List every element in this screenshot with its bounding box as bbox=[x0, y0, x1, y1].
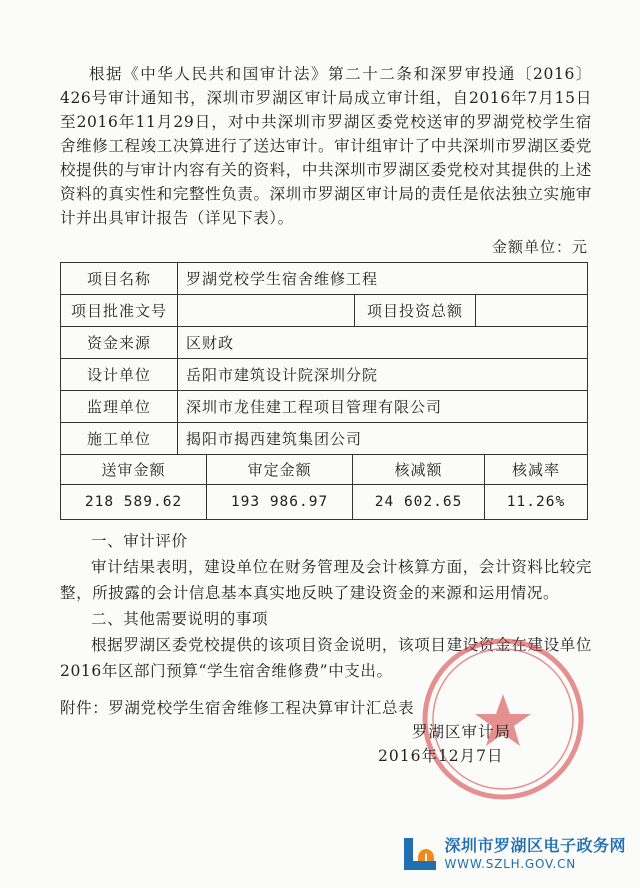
cell-label: 设计单位 bbox=[61, 359, 178, 391]
audit-table bbox=[60, 262, 588, 520]
official-seal-icon bbox=[418, 634, 588, 804]
cell-value: 揭阳市揭西建筑集团公司 bbox=[178, 423, 588, 455]
cell-label: 施工单位 bbox=[61, 423, 178, 455]
table-row bbox=[61, 327, 588, 359]
cell-label: 资金来源 bbox=[61, 327, 178, 359]
table-row bbox=[61, 263, 588, 295]
cell-value: 岳阳市建筑设计院深圳分院 bbox=[178, 359, 588, 391]
header-cell: 审定金额 bbox=[207, 454, 353, 484]
cell-investment-value bbox=[476, 295, 588, 327]
watermark-cn: 深圳市罗湖区电子政务网 bbox=[444, 836, 626, 855]
cell-label: 监理单位 bbox=[61, 391, 178, 423]
section-title: 二、其他需要说明的事项 bbox=[91, 610, 269, 628]
table-row bbox=[61, 295, 588, 327]
cell-approval-value bbox=[178, 295, 355, 327]
cell-investment-label: 项目投资总额 bbox=[355, 295, 476, 327]
cell-value: 深圳市龙佳建工程项目管理有限公司 bbox=[178, 391, 588, 423]
value-cell: 11.26% bbox=[485, 484, 588, 519]
header-cell: 核减额 bbox=[353, 454, 485, 484]
table-row bbox=[61, 423, 588, 455]
amount-header-row bbox=[61, 454, 588, 484]
cell-value: 区财政 bbox=[178, 327, 588, 359]
signature-date: 2016年12月7日 bbox=[378, 747, 504, 765]
cell-label: 项目名称 bbox=[61, 263, 178, 295]
section-title: 一、审计评价 bbox=[91, 532, 188, 550]
header-cell: 送审金额 bbox=[61, 454, 207, 484]
intro-text: 根据《中华人民共和国审计法》第二十二条和深罗审投通〔2016〕426号审计通知书，深圳市罗湖区审计局成立审计组，自2016年7月15日至2016年11月29日，对中共深圳市罗湖区委党校送审的罗湖党校学生宿舍维修工程竣工决算进行了送达审计。审计组审计了中共深圳市罗湖区委党校提供的与审计内容有关的资料，中共深圳市罗湖区委党校对其提供的上述资料的真实性和完整性负责。深圳市罗湖区审计局的责任是依法独立实施审计并出具审计报告（详见下表）。 bbox=[60, 65, 592, 227]
szlh-logo-icon bbox=[400, 834, 440, 874]
watermark-logo bbox=[400, 834, 626, 874]
intro-paragraph bbox=[60, 62, 592, 230]
section-text: 审计结果表明，建设单位在财务管理及会计核算方面，会计资料比较完整，所披露的会计信息基本真实地反映了建设资金的来源和运用情况。 bbox=[60, 558, 592, 602]
table-row bbox=[61, 359, 588, 391]
watermark-en: WWW.SZLH.GOV.CN bbox=[444, 857, 577, 871]
header-cell: 核减率 bbox=[485, 454, 588, 484]
value-cell: 218 589.62 bbox=[61, 484, 207, 519]
signature-org: 罗湖区审计局 bbox=[412, 723, 512, 741]
value-cell: 193 986.97 bbox=[207, 484, 353, 519]
amount-value-row bbox=[61, 484, 588, 519]
amount-unit: 金额单位：元 bbox=[491, 238, 588, 256]
section-text: 根据罗湖区委党校提供的该项目资金说明，该项目建设资金在建设单位2016年区部门预算“学生宿舍维修费”中支出。 bbox=[60, 636, 592, 680]
value-cell: 24 602.65 bbox=[353, 484, 485, 519]
cell-approval-label: 项目批准文号 bbox=[61, 295, 178, 327]
table-row bbox=[61, 391, 588, 423]
attachment-note: 附件：罗湖党校学生宿舍维修工程决算审计汇总表 bbox=[60, 699, 415, 717]
cell-value: 罗湖党校学生宿舍维修工程 bbox=[178, 263, 588, 295]
